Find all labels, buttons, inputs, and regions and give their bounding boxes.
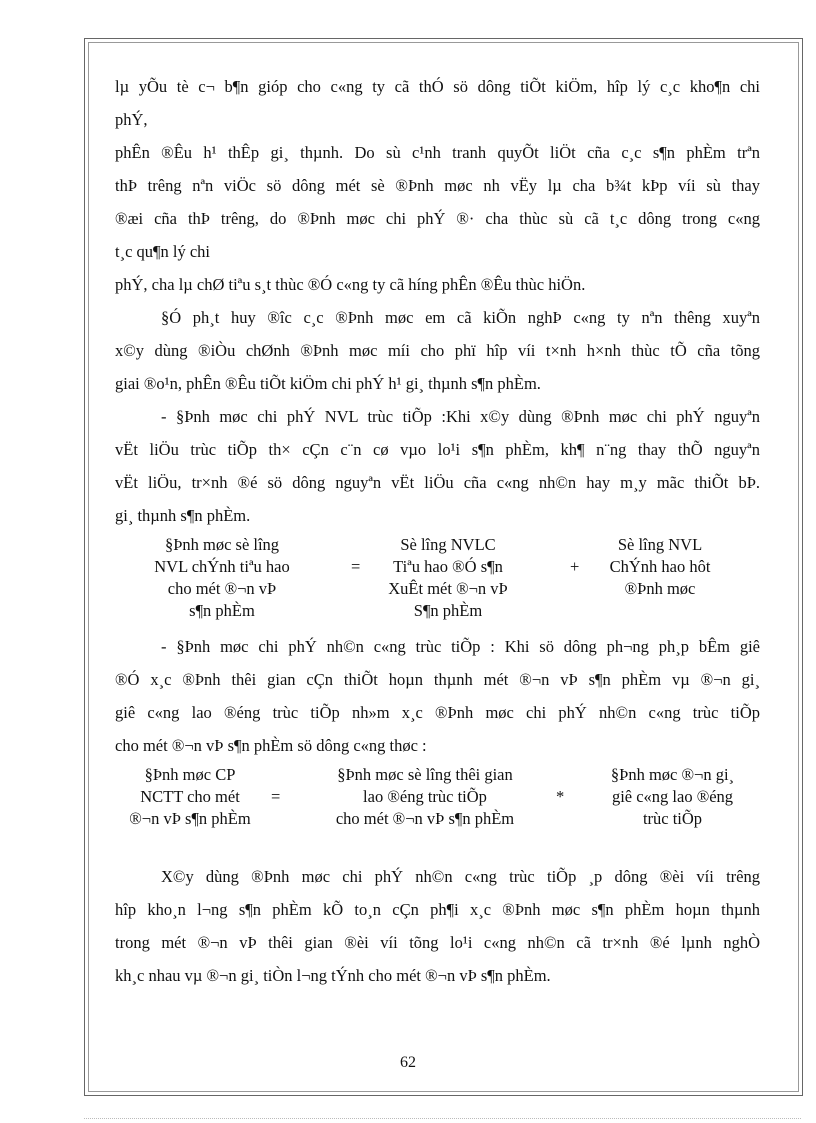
- formula2-right: [585, 764, 760, 830]
- document-body: [115, 70, 760, 992]
- formula1-equals: =: [351, 557, 361, 576]
- text-line: phÝ,: [115, 110, 148, 129]
- formula-text: NCTT cho mét: [140, 787, 240, 806]
- text-line: hîp kho¸n l¬ng s¶n phÈm kÕ to¸n cÇn ph¶i x¸c ®Þnh møc s¶n phÈm hoµn thµnh: [115, 900, 760, 919]
- text-line: giai ®o¹n, phÊn ®Êu tiÕt kiÖm chi phÝ h¹ gi¸ thµnh s¶n phÈm.: [115, 374, 541, 393]
- page-number: 62: [400, 1054, 416, 1071]
- formula-text: §Þnh møc sè lîng thêi gian: [337, 765, 513, 784]
- formula-text: Sè lîng NVL: [617, 535, 703, 554]
- text-line: vËt liÖu trùc tiÕp th× cÇn c¨n cø vµo lo¹i s¶n phÈm, kh¶ n¨ng thay thÕ nguyªn: [115, 440, 760, 459]
- formula-text: ®Þnh møc: [624, 579, 696, 598]
- formula-text: XuÊt mét ®¬n vÞ: [388, 579, 508, 598]
- formula-text: giê c«ng lao ®éng: [611, 787, 734, 806]
- text-line: ®æi cña thÞ trêng, do ®Þnh møc chi phÝ ®· cha thùc sù cã t¸c dông trong c«ng: [115, 209, 760, 228]
- formula-text: §Þnh møc CP: [144, 765, 236, 784]
- formula-text: cho mét ®¬n vÞ s¶n phÈm: [335, 809, 515, 828]
- formula-text: §Þnh møc sè lîng: [164, 535, 280, 554]
- formula-text: s¶n phÈm: [189, 601, 255, 620]
- formula-text: Sè lîng NVLC: [400, 535, 496, 554]
- text-line: trong mét ®¬n vÞ thêi gian ®èi víi tõng lo¹i c«ng nh©n cã tr×nh ®é lµnh nghÒ: [115, 933, 760, 952]
- text-line: ®Ó x¸c ®Þnh thêi gian cÇn thiÕt hoµn thµnh mét ®¬n vÞ s¶n phÈm vµ ®¬n gi¸: [115, 670, 760, 689]
- text-line: §Ó ph¸t huy ®îc c¸c ®Þnh møc em cã kiÕn nghÞ c«ng ty nªn thêng xuyªn: [161, 308, 760, 327]
- text-line: t¸c qu¶n lý chi: [115, 242, 210, 261]
- text-line: giê c«ng lao ®éng trùc tiÕp nh»m x¸c ®Þnh møc chi phÝ nh©n c«ng trùc tiÕp: [115, 703, 760, 722]
- text-line: lµ yÕu tè c¬ b¶n gióp cho c«ng ty cã thÓ sö dông tiÕt kiÖm, hîp lý c¸c kho¶n chi: [115, 77, 760, 96]
- formula1-left: [127, 534, 317, 622]
- formula-text: trùc tiÕp: [642, 809, 703, 828]
- formula-text: S¶n phÈm: [413, 601, 483, 620]
- text-line: kh¸c nhau vµ ®¬n gi¸ tiÒn l¬ng tÝnh cho mét ®¬n vÞ s¶n phÈm.: [115, 966, 551, 985]
- text-line: - §Þnh møc chi phÝ NVL trùc tiÕp :Khi x©y dùng ®Þnh møc chi phÝ nguyªn: [161, 407, 760, 426]
- formula-text: Tiªu hao ®Ó s¶n: [393, 557, 503, 576]
- text-line: vËt liÖu, tr×nh ®é sö dông nguyªn vËt liÖu cña c«ng nh©n hay m¸y mãc thiÕt bÞ.: [115, 473, 760, 492]
- formula-text: ®¬n vÞ s¶n phÈm: [129, 809, 251, 828]
- formula-text: NVL chÝnh tiªu hao: [154, 557, 290, 576]
- text-line: gi¸ thµnh s¶n phÈm.: [115, 506, 251, 525]
- text-line: cho mét ®¬n vÞ s¶n phÈm sö dông c«ng thøc :: [115, 736, 427, 755]
- formula2-multiply: *: [556, 787, 565, 806]
- formula2-middle: [305, 764, 545, 830]
- footer-divider: [84, 1118, 801, 1119]
- text-line: x©y dùng ®iÒu chØnh ®Þnh møc míi cho phï hîp víi t×nh h×nh thùc tÕ cña tõng: [115, 341, 760, 360]
- text-line: phÊn ®Êu h¹ thÊp gi¸ thµnh. Do sù c¹nh tranh quyÕt liÖt cña c¸c s¶n phÈm trªn: [115, 143, 760, 162]
- formula-material-norm: [115, 534, 760, 630]
- formula1-plus: +: [570, 557, 580, 576]
- text-line: - §Þnh møc chi phÝ nh©n c«ng trùc tiÕp : Khi sö dông ph¬ng ph¸p bÊm giê: [161, 637, 760, 656]
- formula2-left: [115, 764, 265, 830]
- formula-text: §Þnh møc ®¬n gi¸: [610, 765, 735, 784]
- formula1-middle: [363, 534, 533, 622]
- formula2-equals: =: [271, 787, 281, 806]
- text-line: phÝ, cha lµ chØ tiªu s¸t thùc ®Ó c«ng ty cã híng phÊn ®Êu thùc hiÖn.: [115, 275, 586, 294]
- formula1-right: [585, 534, 735, 600]
- formula-text: cho mét ®¬n vÞ: [167, 579, 277, 598]
- text-line: X©y dùng ®Þnh møc chi phÝ nh©n c«ng trùc tiÕp ¸p dông ®èi víi trêng: [161, 867, 760, 886]
- formula-text: lao ®éng trùc tiÕp: [363, 787, 487, 806]
- formula-text: ChÝnh hao hôt: [609, 557, 711, 576]
- formula-labor-norm: [115, 764, 760, 860]
- text-line: thÞ trêng nªn viÖc sö dông mét sè ®Þnh møc nh vËy lµ cha b¾t kÞp víi sù thay: [115, 176, 760, 195]
